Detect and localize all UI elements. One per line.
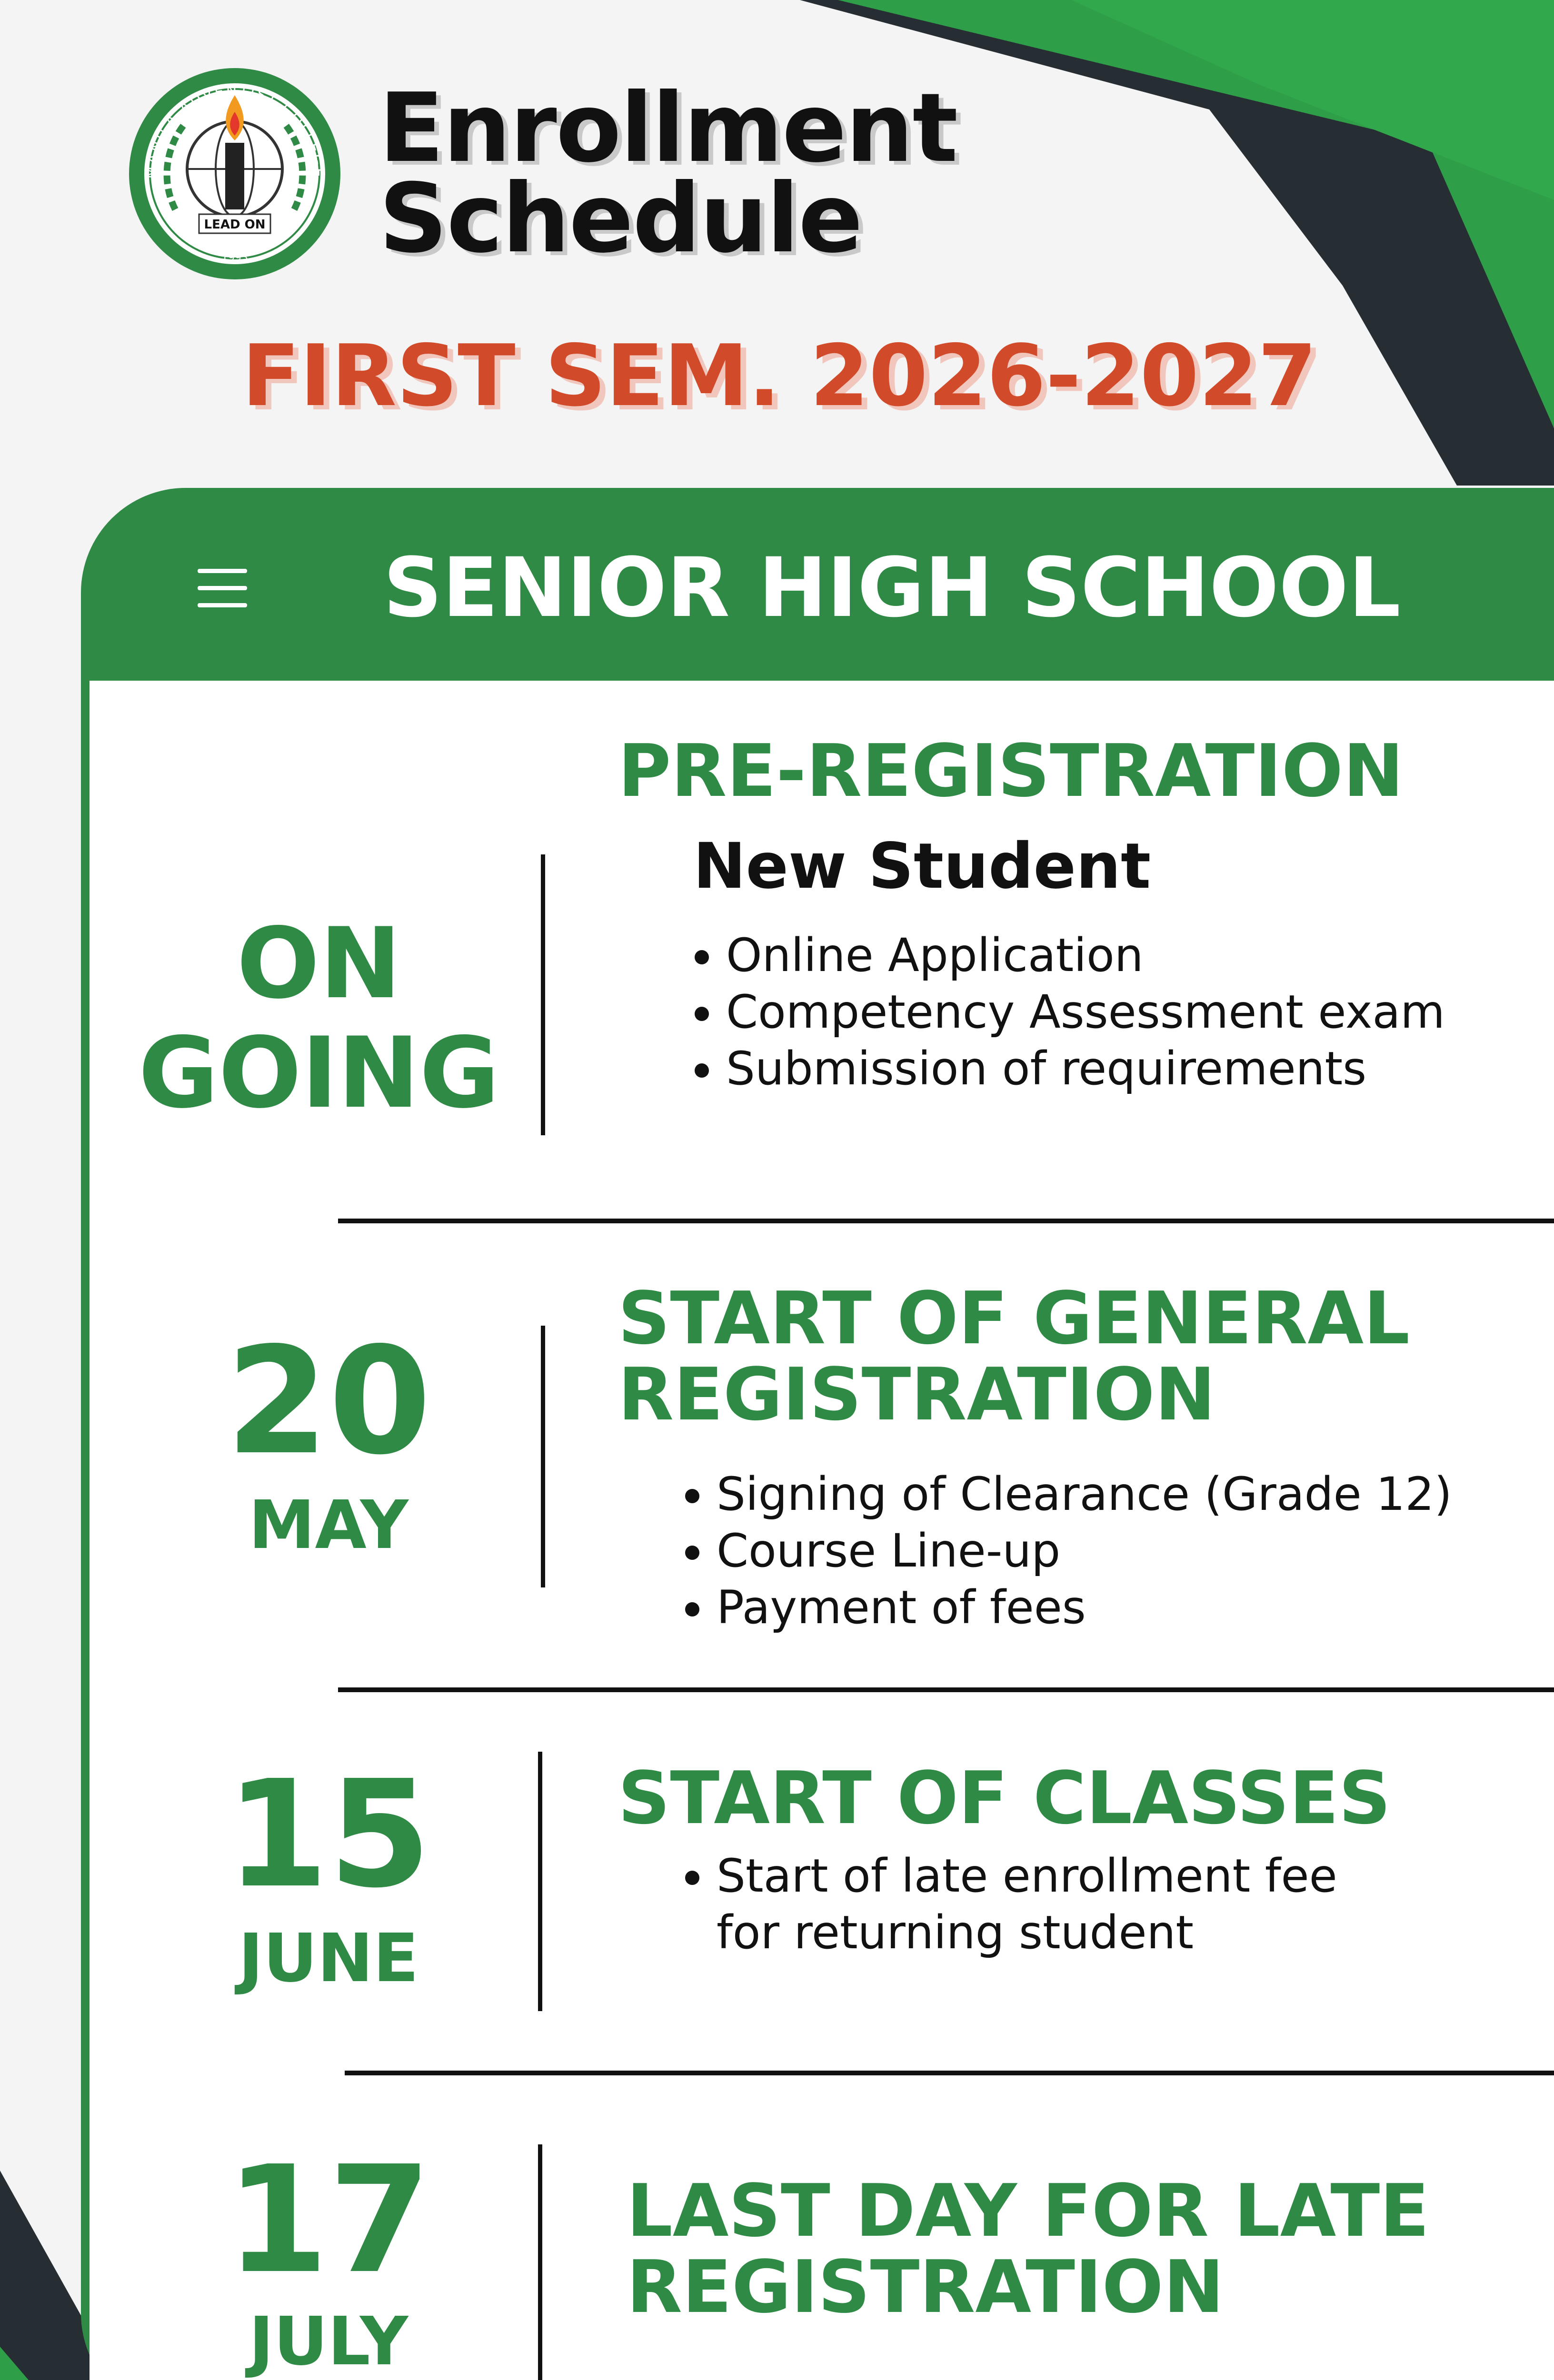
semester-label: FIRST SEM. 2026-2027 — [242, 327, 1317, 425]
list-item: • Signing of Clearance (Grade 12) — [717, 1466, 1452, 1523]
date-month: JUNE — [238, 1920, 419, 1997]
date-day: 15 — [226, 1749, 431, 1921]
college-seal-icon — [128, 67, 342, 281]
seal-year: 1993 — [221, 252, 248, 264]
row-heading: START OF CLASSES — [618, 1756, 1391, 1840]
list-item-text-line1: Start of late enrollment fee — [717, 1849, 1337, 1903]
seal-motto: LEAD ON — [204, 218, 266, 232]
row-divider-horizontal — [345, 2071, 1554, 2075]
row-subheading: New Student — [693, 830, 1151, 903]
row-heading-line1: START OF GENERAL — [618, 1276, 1410, 1360]
date-day: 20 — [226, 1316, 431, 1488]
hamburger-icon[interactable] — [198, 569, 247, 607]
list-item: • Course Line-up — [717, 1523, 1452, 1579]
row-divider-vertical — [541, 1326, 545, 1587]
list-item: • Online Application — [726, 927, 1445, 984]
row-divider-horizontal — [338, 1219, 1554, 1223]
page-title-line1: Enrollment — [379, 73, 957, 184]
seal-ring-text: MANILA ADVENTIST COLLEGE — [143, 82, 327, 179]
row-bullet-list — [686, 927, 1445, 1097]
page-title-line2: Schedule — [379, 163, 862, 274]
row-bullet-list — [676, 1848, 1337, 1961]
row-bullet-list — [676, 1466, 1452, 1636]
list-item — [717, 1848, 1337, 1961]
row-heading-line1: LAST DAY FOR LATE — [627, 2169, 1430, 2253]
row-divider-horizontal — [338, 1687, 1554, 1692]
row-heading-line2: REGISTRATION — [618, 1352, 1215, 1437]
row-divider-vertical — [541, 854, 545, 1135]
date-month: MAY — [249, 1487, 408, 1564]
date-ongoing-line2: GOING — [138, 1017, 500, 1130]
row-divider-vertical — [538, 2144, 542, 2380]
row-divider-vertical — [538, 1752, 542, 2011]
list-item-text-line2: for returning student — [717, 1906, 1194, 1959]
list-item: • Payment of fees — [717, 1579, 1452, 1636]
list-item: • Submission of requirements — [726, 1041, 1445, 1097]
date-ongoing-line1: ON — [237, 907, 401, 1021]
section-title: SENIOR HIGH SCHOOL — [383, 540, 1401, 635]
row-heading-line2: REGISTRATION — [627, 2245, 1224, 2329]
row-heading: PRE-REGISTRATION — [618, 729, 1404, 813]
date-day: 17 — [226, 2134, 431, 2306]
list-item: • Competency Assessment exam — [726, 984, 1445, 1041]
date-month: JULY — [249, 2303, 408, 2380]
